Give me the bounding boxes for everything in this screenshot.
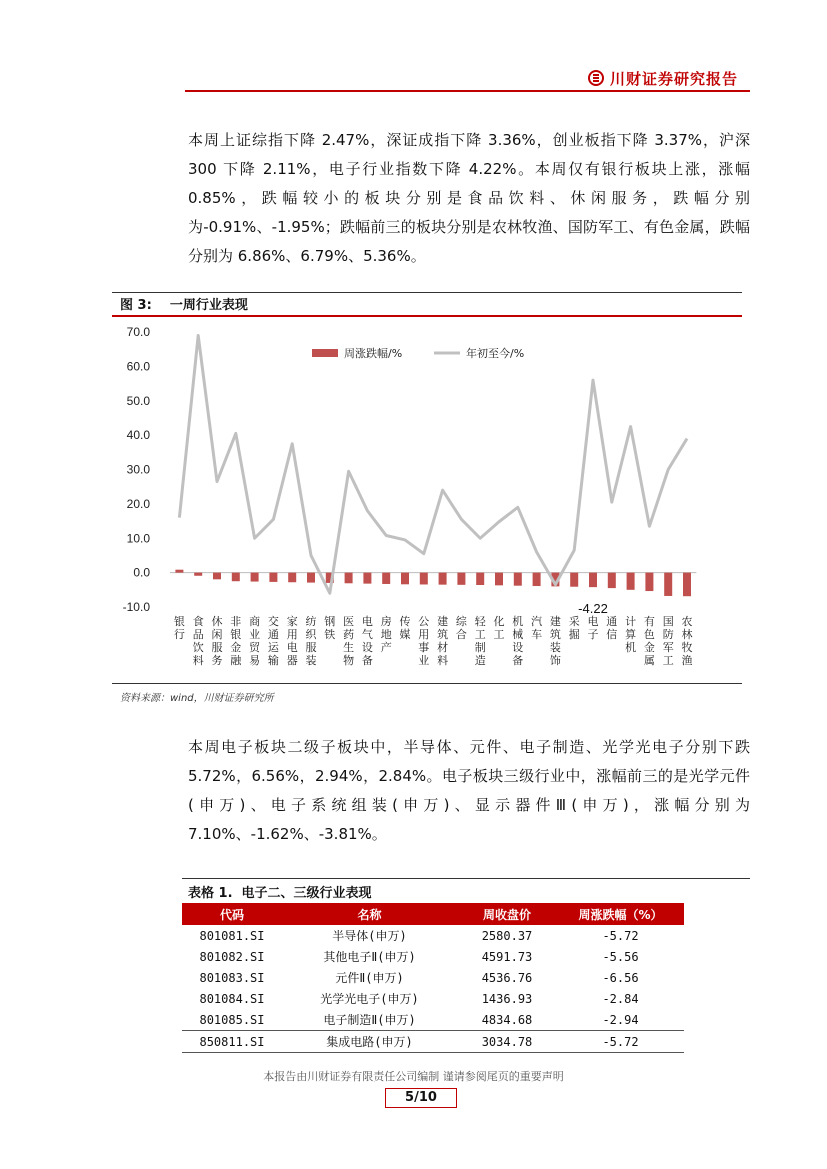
cell-close: 4834.68 <box>481 1012 533 1027</box>
cell-code: 801085.SI <box>199 1012 265 1027</box>
figure-source: 资料来源：wind，川财证券研究所 <box>120 693 274 704</box>
x-tick-label: 农林牧渔 <box>681 615 693 667</box>
bar-weekly-change <box>589 573 597 588</box>
table-top-rule <box>182 878 750 879</box>
bar-weekly-change <box>533 573 541 586</box>
cell-close: 2580.37 <box>481 928 533 943</box>
cell-code: 801084.SI <box>199 991 265 1006</box>
cell-close: 4591.73 <box>481 949 533 964</box>
x-tick-label: 化工 <box>493 615 505 641</box>
cell-name: 光学光电子(申万) <box>320 992 419 1006</box>
bar-weekly-change <box>495 573 503 586</box>
x-tick-label: 非银金融 <box>230 615 242 667</box>
cell-code: 850811.SI <box>182 1031 282 1053</box>
table-row <box>182 988 684 1009</box>
cell-name: 半导体(申万) <box>332 929 407 943</box>
y-tick-label: -10.0 <box>122 600 150 614</box>
x-tick-label: 公用事业 <box>418 615 430 667</box>
x-tick-label: 建筑材料 <box>437 615 449 667</box>
x-tick-label: 建筑装饰 <box>549 615 561 667</box>
cell-name: 其他电子Ⅱ(申万) <box>323 950 416 964</box>
x-tick-label: 汽车 <box>531 615 543 641</box>
y-tick-label: 60.0 <box>126 359 150 374</box>
header-title: 川财证券研究报告 <box>610 70 739 88</box>
x-tick-label: 轻工制造 <box>474 615 486 667</box>
bar-weekly-change <box>194 573 202 576</box>
y-tick-label: 10.0 <box>126 531 150 546</box>
figure-top-rule <box>112 292 742 293</box>
bar-weekly-change <box>251 573 259 582</box>
x-tick-label: 计算机 <box>625 615 637 654</box>
cell-code: 801082.SI <box>199 949 265 964</box>
bar-weekly-change <box>457 573 465 585</box>
bar-weekly-change <box>232 573 240 582</box>
cell-name: 元件Ⅱ(申万) <box>335 971 404 985</box>
y-tick-label: 70.0 <box>126 325 150 339</box>
electronics-industry-table <box>182 903 684 1053</box>
bar-weekly-change <box>439 573 447 585</box>
bar-weekly-change <box>476 573 484 585</box>
cell-close: 3034.78 <box>457 1031 557 1053</box>
bar-weekly-change <box>664 573 672 596</box>
figure-title-rule <box>112 315 742 317</box>
x-tick-label: 食品饮料 <box>192 615 204 667</box>
table-header-change: 周涨跌幅（%） <box>557 903 684 925</box>
x-tick-label: 商业贸易 <box>249 615 261 667</box>
x-tick-label: 综合 <box>455 615 467 641</box>
data-label: -4.22 <box>578 601 608 617</box>
cell-name: 集成电路(申万) <box>282 1031 457 1053</box>
cell-change: -6.56 <box>602 970 639 985</box>
line-ytd-change <box>179 335 687 593</box>
y-tick-label: 30.0 <box>126 462 150 477</box>
cell-code: 801081.SI <box>199 928 265 943</box>
x-tick-label: 国防军工 <box>662 615 674 667</box>
table-row <box>182 946 684 967</box>
y-tick-label: 50.0 <box>126 393 150 408</box>
cell-code: 801083.SI <box>199 970 265 985</box>
table-title: 表格 1. 电子二、三级行业表现 <box>188 886 372 901</box>
x-tick-label: 房地产 <box>380 615 392 654</box>
table-row <box>182 967 684 988</box>
x-tick-label: 休闲服务 <box>211 615 223 667</box>
bar-weekly-change <box>514 573 522 586</box>
page-number: 5/10 <box>385 1088 457 1108</box>
x-tick-label: 机械设备 <box>512 615 524 667</box>
x-tick-label: 传媒 <box>399 615 411 641</box>
industry-performance-chart <box>112 320 742 680</box>
bar-weekly-change <box>570 573 578 587</box>
y-tick-label: 0.0 <box>133 565 150 580</box>
x-tick-label: 电子 <box>587 615 599 641</box>
bar-weekly-change <box>382 573 390 584</box>
header-divider <box>185 90 750 92</box>
x-tick-label: 银行 <box>173 615 185 641</box>
bar-weekly-change <box>608 573 616 588</box>
footer-disclaimer: 本报告由川财证券有限责任公司编制 谨请参阅尾页的重要声明 <box>263 1070 564 1083</box>
x-tick-label: 通信 <box>606 615 618 641</box>
bar-weekly-change <box>307 573 315 583</box>
cell-change: -5.72 <box>602 928 639 943</box>
bar-weekly-change <box>213 573 221 580</box>
cell-change: -2.84 <box>602 991 639 1006</box>
bar-weekly-change <box>269 573 277 582</box>
legend-swatch-weekly <box>312 349 338 357</box>
table-row <box>182 1031 684 1053</box>
x-tick-label: 家用电器 <box>286 615 298 667</box>
table-header-close: 周收盘价 <box>457 903 557 925</box>
figure-title: 图 3: 一周行业表现 <box>120 298 248 313</box>
bar-weekly-change <box>420 573 428 585</box>
x-tick-label: 采掘 <box>568 615 580 641</box>
bar-weekly-change <box>683 573 691 597</box>
y-tick-label: 40.0 <box>126 428 150 443</box>
x-tick-label: 交通运输 <box>267 615 279 667</box>
table-header-code: 代码 <box>182 903 282 925</box>
bar-weekly-change <box>627 573 635 590</box>
cell-change: -5.72 <box>557 1031 684 1053</box>
logo-icon <box>588 70 604 86</box>
legend-label-ytd: 年初至今/% <box>466 347 525 360</box>
paragraph-market-summary: 本周上证综指下降 2.47%，深证成指下降 3.36%，创业板指下降 3.37%，沪深 300 下降 2.11%，电子行业指数下降 4.22%。本周仅有银行板块上涨，涨幅 0.85%，跌幅较小的板块分别是食品饮料、休闲服务，跌幅分别为-0.91%、-1.95%；跌幅前三的板块分别是农林牧渔、国防军工、有色金属，跌幅分别为 6.86%、6.79%、5.36%。 <box>188 131 750 265</box>
paragraph-electronics-summary: 本周电子板块二级子板块中，半导体、元件、电子制造、光学光电子分别下跌 5.72%，6.56%，2.94%，2.84%。电子板块三级行业中，涨幅前三的是光学元件(申万)、电子系统组装(申万)、显示器件Ⅲ(申万)，涨幅分别为 7.10%、-1.62%、-3.81%。 <box>188 738 750 843</box>
x-tick-label: 钢铁 <box>324 615 336 641</box>
table-header-name: 名称 <box>282 903 457 925</box>
bar-weekly-change <box>401 573 409 585</box>
x-tick-label: 电气设备 <box>361 615 373 667</box>
cell-change: -2.94 <box>602 1012 639 1027</box>
bar-weekly-change <box>288 573 296 583</box>
legend-label-weekly: 周涨跌幅/% <box>344 347 403 360</box>
cell-close: 1436.93 <box>481 991 533 1006</box>
bar-weekly-change <box>363 573 371 584</box>
figure-bottom-rule <box>112 683 742 684</box>
bar-weekly-change <box>645 573 653 591</box>
cell-change: -5.56 <box>602 949 639 964</box>
cell-close: 4536.76 <box>481 970 533 985</box>
bar-weekly-change <box>345 573 353 584</box>
table-row <box>182 925 684 946</box>
bar-weekly-change <box>175 570 183 573</box>
x-tick-label: 有色金属 <box>643 615 655 667</box>
y-tick-label: 20.0 <box>126 496 150 511</box>
x-tick-label: 纺织服装 <box>305 615 317 667</box>
table-row <box>182 1009 684 1031</box>
cell-name: 电子制造Ⅱ(申万) <box>323 1013 416 1027</box>
x-tick-label: 医药生物 <box>343 615 355 667</box>
